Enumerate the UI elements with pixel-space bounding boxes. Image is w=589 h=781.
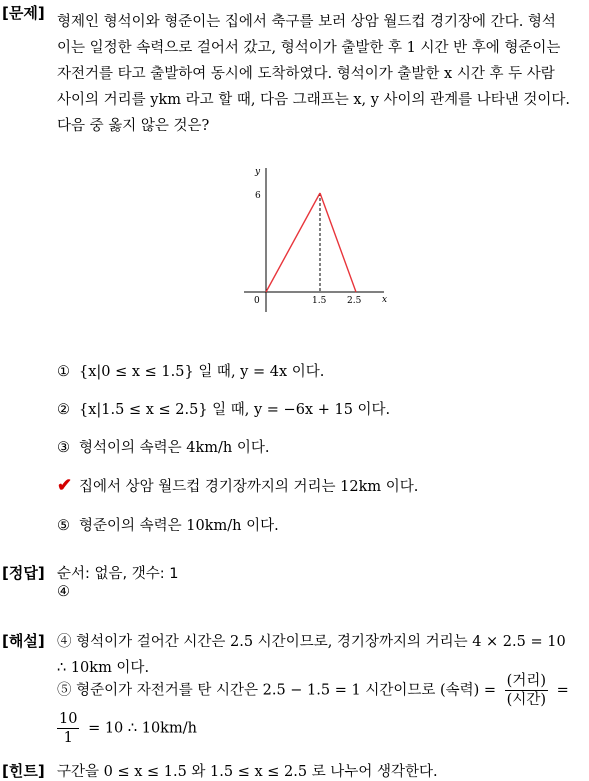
choice-1[interactable]	[57, 360, 324, 381]
solution-line-3	[57, 672, 569, 709]
choice-5[interactable]	[57, 514, 279, 535]
x-tick-2-5: 2.5	[347, 296, 362, 306]
problem-line-2: 이는 일정한 속력으로 걸어서 갔고, 형석이가 출발한 후 1 시간 반 후에 형준이는	[57, 40, 561, 56]
choice-2-mark: ②	[57, 402, 70, 418]
choice-4-text: 집에서 상암 월드컵 경기장까지의 거리는 12km 이다.	[79, 479, 419, 495]
speed-fraction-bottom: (시간)	[506, 692, 546, 708]
choice-3-mark: ③	[57, 440, 70, 456]
speed-fraction-top: (거리)	[506, 673, 546, 689]
choice-3-text: 형석이의 속력은 4km/h 이다.	[79, 440, 270, 456]
solution-line-3-suffix: =	[556, 682, 569, 699]
origin-label: 0	[254, 296, 260, 306]
choice-1-mark: ①	[57, 364, 70, 380]
choice-5-text: 형준이의 속력은 10km/h 이다.	[79, 518, 279, 534]
choice-3[interactable]	[57, 436, 269, 457]
solution-line-1: ④ 형석이가 걸어간 시간은 2.5 시간이므로, 경기장까지의 거리는 4 × 2.5 = 10	[57, 634, 566, 650]
value-fraction-bottom: 1	[63, 730, 73, 746]
speed-fraction	[505, 672, 548, 709]
falling-segment	[320, 193, 356, 292]
choice-1-text: {x|0 ≤ x ≤ 1.5} 일 때, y = 4x 이다.	[79, 364, 325, 380]
solution-label: [해설]	[2, 632, 45, 650]
solution-line-4	[57, 710, 197, 747]
rising-segment	[266, 193, 320, 292]
choice-2-text: {x|1.5 ≤ x ≤ 2.5} 일 때, y = −6x + 15 이다.	[79, 402, 391, 418]
x-axis-label: x	[382, 295, 388, 305]
answer-line-2: ④	[57, 584, 70, 600]
distance-graph	[238, 160, 398, 320]
problem-line-5: 다음 중 옳지 않은 것은?	[57, 118, 210, 134]
checkmark-icon: ✔	[57, 475, 73, 496]
problem-label: [문제]	[2, 4, 45, 22]
solution-line-4-text: = 10 ∴ 10km/h	[88, 720, 197, 737]
choice-5-mark: ⑤	[57, 518, 70, 534]
choice-2[interactable]	[57, 398, 390, 419]
problem-line-1: 형제인 형석이와 형준이는 집에서 축구를 보러 상암 월드컵 경기장에 간다. 형석	[57, 14, 556, 30]
problem-line-3: 자전거를 타고 출발하여 동시에 도착하였다. 형석이가 출발한 x 시간 후 두 사람	[57, 66, 555, 82]
hint-label: [힌트]	[2, 762, 45, 780]
choice-4[interactable]	[57, 475, 418, 496]
y-axis-label: y	[255, 167, 261, 177]
answer-line-1: 순서: 없음, 갯수: 1	[57, 566, 179, 582]
solution-line-2: ∴ 10km 이다.	[57, 660, 150, 676]
solution-line-3-text: ⑤ 형준이가 자전거를 탄 시간은 2.5 − 1.5 = 1 시간이므로 (속력) =	[57, 682, 497, 699]
problem-line-4: 사이의 거리를 ykm 라고 할 때, 다음 그래프는 x, y 사이의 관계를 나타낸 것이다.	[57, 92, 571, 108]
x-tick-1-5: 1.5	[312, 296, 327, 306]
y-tick-6: 6	[255, 191, 261, 201]
hint-text: 구간을 0 ≤ x ≤ 1.5 와 1.5 ≤ x ≤ 2.5 로 나누어 생각한다.	[57, 764, 438, 780]
answer-label: [정답]	[2, 564, 45, 582]
value-fraction	[57, 710, 79, 747]
value-fraction-top: 10	[59, 711, 78, 727]
